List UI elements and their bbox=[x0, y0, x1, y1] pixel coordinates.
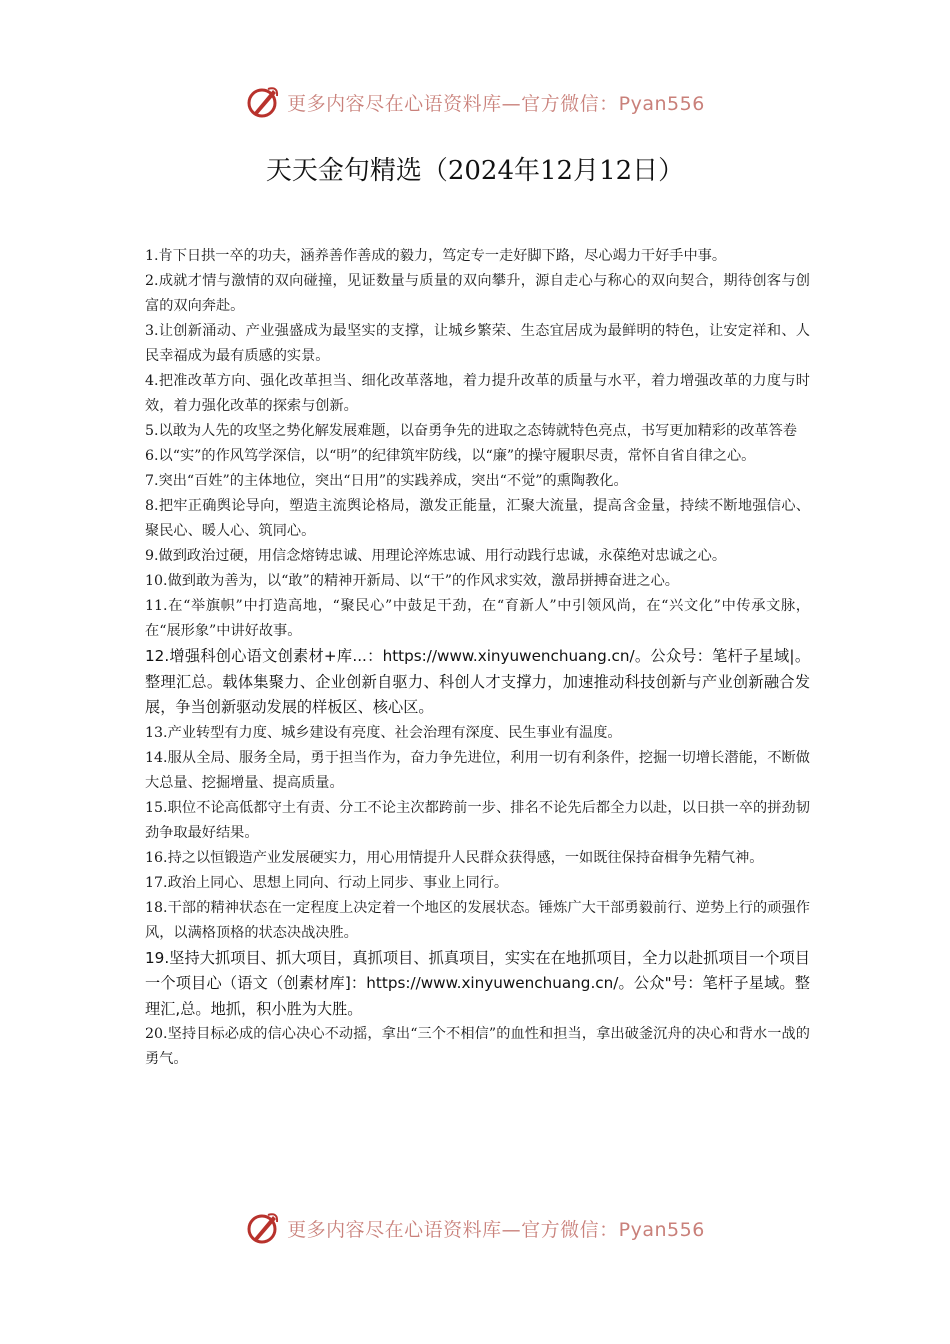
list-item: 18.干部的精神状态在一定程度上决定着一个地区的发展状态。锤炼广大干部勇毅前行、逆势上行的顽强作风，以满格顶格的状态决战决胜。 bbox=[145, 899, 810, 941]
list-item: 9.做到政治过硬，用信念熔铸忠诚、用理论淬炼忠诚、用行动践行忠诚，永葆绝对忠诚之心。 bbox=[145, 548, 727, 564]
list-item: 6.以“实”的作风笃学深信，以“明”的纪律筑牢防线，以“廉”的操守履职尽责，常怀自省自律之心。 bbox=[145, 448, 756, 464]
quill-logo-icon bbox=[245, 84, 281, 120]
list-item: 12.增强科创心语文创素材+库...：https://www.xinyuwenchuang.cn/。公众号：笔杆子星域|。整理汇总。载体集聚力、企业创新自驱力、科创人才支撑力，加速推动科技创新与产业创新融合发展，争当创新驱动发展的样板区、核心区。 bbox=[145, 647, 810, 716]
list-item: 16.持之以恒锻造产业发展硬实力，用心用情提升人民群众获得感，一如既往保持奋楫争先精气神。 bbox=[145, 849, 764, 866]
list-item: 4.把准改革方向、强化改革担当、细化改革落地，着力提升改革的质量与水平，着力增强改革的力度与时效，着力强化改革的探索与创新。 bbox=[145, 373, 810, 414]
quote-list bbox=[145, 244, 810, 1072]
quill-logo-icon bbox=[245, 1210, 281, 1246]
list-item: 7.突出“百姓”的主体地位，突出“日用”的实践养成，突出“不觉”的熏陶教化。 bbox=[145, 473, 628, 489]
footer-banner-text: 更多内容尽在心语资料库—官方微信：Pyan556 bbox=[287, 1218, 705, 1241]
list-item: 15.职位不论高低都守土有责、分工不论主次都跨前一步、排名不论先后都全力以赴，以日拱一卒的拼劲韧劲争取最好结果。 bbox=[145, 799, 810, 841]
list-item: 8.把牢正确舆论导向，塑造主流舆论格局，激发正能量，汇聚大流量，提高含金量，持续不断地强信心、聚民心、暖人心、筑同心。 bbox=[145, 498, 810, 539]
list-item: 14.服从全局、服务全局，勇于担当作为，奋力争先进位，利用一切有利条件，挖掘一切增长潜能，不断做大总量、挖掘增量、提高质量。 bbox=[145, 749, 810, 791]
list-item: 11.在“举旗帜”中打造高地，“聚民心”中鼓足干劲，在“育新人”中引领风尚，在“兴文化”中传承文脉，在“展形象”中讲好故事。 bbox=[145, 598, 810, 639]
list-item: 20.坚持目标必成的信心决心不动摇，拿出“三个不相信”的血性和担当，拿出破釜沉舟的决心和背水一战的勇气。 bbox=[145, 1026, 810, 1067]
list-item: 5.以敢为人先的攻坚之势化解发展难题，以奋勇争先的进取之态铸就特色亮点，书写更加精彩的改革答卷 bbox=[145, 423, 797, 439]
list-item: 13.产业转型有力度、城乡建设有亮度、社会治理有深度、民生事业有温度。 bbox=[145, 724, 622, 741]
list-item: 3.让创新涌动、产业强盛成为最坚实的支撑，让城乡繁荣、生态宜居成为最鲜明的特色，让安定祥和、人民幸福成为最有质感的实景。 bbox=[145, 323, 810, 364]
page-title: 天天金句精选（2024年12月12日） bbox=[265, 156, 685, 186]
list-item: 17.政治上同心、思想上同向、行动上同步、事业上同行。 bbox=[145, 874, 509, 891]
header-banner-text: 更多内容尽在心语资料库—官方微信：Pyan556 bbox=[287, 92, 705, 115]
list-item: 1.肯下日拱一卒的功夫，涵养善作善成的毅力，笃定专一走好脚下路，尽心竭力干好手中事。 bbox=[145, 248, 727, 264]
list-item: 10.做到敢为善为，以“敢”的精神开新局、以“干”的作风求实效，激昂拼搏奋进之心。 bbox=[145, 573, 679, 589]
list-item: 19.坚持大抓项目、抓大项目，真抓项目、抓真项目，实实在在地抓项目，全力以赴抓项目一个项目一个项目心（语文（创素材库]：https://www.xinyuwenchuang.cn/。公众"号：笔杆子星域。整理汇,总。地抓，积小胜为大胜。 bbox=[145, 948, 810, 1018]
list-item: 2.成就才情与激情的双向碰撞，见证数量与质量的双向攀升，源自走心与称心的双向契合，期待创客与创富的双向奔赴。 bbox=[145, 273, 810, 314]
footer-banner bbox=[0, 1208, 950, 1248]
header-banner bbox=[0, 82, 950, 122]
